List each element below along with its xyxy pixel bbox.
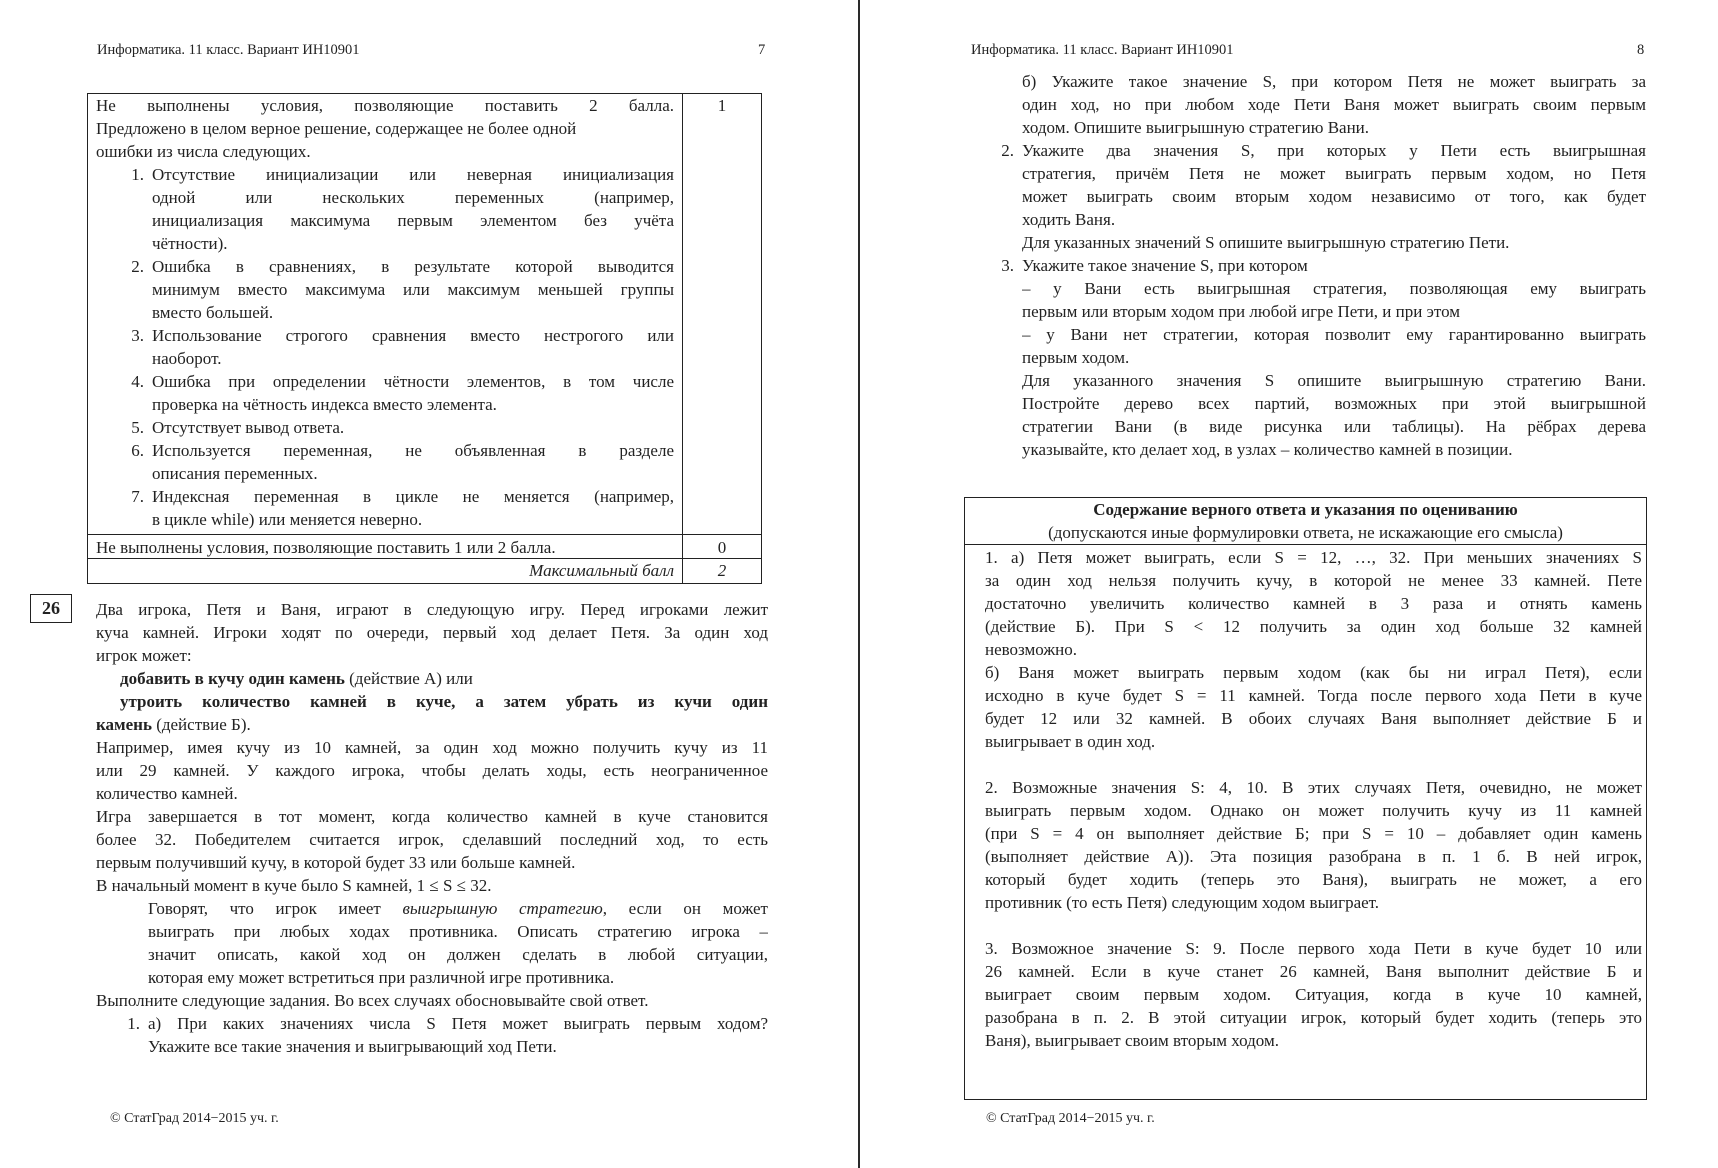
table-row-divider [88,534,761,535]
list-item: 2. Ошибка в сравнениях, в результате которой выводится минимум вместо максимума или максимум меньшей группы вместо большей. [131,257,674,322]
list-item: 3. Использование строгого сравнения вместо нестрогого или наоборот. [131,326,674,368]
table-row-1-score: 1 [717,96,727,115]
table-row-2-score: 0 [717,538,727,557]
page-header: Информатика. 11 класс. Вариант ИН10901 [97,42,360,58]
question-1b: б) Укажите такое значение S, при котором Петя не может выиграть за один ход, но при любом ходе Пети Ваня может выиграть своим первым ходом. Опишите выигрышную стратегию Вани. [1022,72,1646,137]
table-row-1-text: Не выполнены условия, позволяющие поставить 2 балла. Предложено в целом верное решение, содержащее не более одной ошибки из числа следующих. [96,96,674,161]
answer-header-divider [965,544,1646,545]
table-column-divider [682,94,683,583]
action-b-line1: утроить количество камней в куче, а затем убрать из кучи один [120,692,768,711]
page-divider [858,0,860,1168]
page-footer: © СтатГрад 2014−2015 уч. г. [110,1111,279,1126]
action-b-line2: камень (действие Б). [96,715,251,734]
list-item: 5. Отсутствует вывод ответа. [131,418,345,437]
task-number: 26 [30,594,72,623]
list-item: 4. Ошибка при определении чётности элементов, в том числе проверка на чётность индекса вместо элемента. [131,372,674,414]
max-score-label: Максимальный балл [529,561,674,580]
page-footer: © СтатГрад 2014−2015 уч. г. [986,1111,1155,1126]
page-number: 8 [1637,42,1645,58]
list-item: 6. Используется переменная, не объявленная в разделе описания переменных. [131,441,674,483]
page-right: Информатика. 11 класс. Вариант ИН10901 8 б) Укажите такое значение S, при котором Петя не может выиграть за один ход, но при любом ходе Пети Ваня может выиграть своим первым ходом. Опишите выигрышную стратегию Вани. 2. Укажите два значения S, при которых у Пети есть выигрышная стратегия, причём Петя не может выиграть первым ходом, но Петя может выиграть своим вторым ходом независимо от того, как будет ходить Ваня. Для указанных значений S опишите выигрышную стратегию Пети. 3. Укажите такое значение S, при котором – у Вани есть выигрышная стратегия, позволяющая ему выиграть первым или вторым ходом при любой игре Пети, и при этом – у Вани нет стратегии, которая позволит ему гарантированно выиграть первым ходом. Для указанного значения S опишите выигрышную стратегию Вани. Постройте дерево всех партий, возможных при этой выигрышной стратегии Вани (в виде рисунка или таблицы). На рёбрах дерева указывайте, кто делает ход, в узлах – количество камней в позиции. [971,42,1646,459]
action-a: добавить в кучу один камень (действие А) или [120,669,473,688]
question-1a: 1. а) При каких значениях числа S Петя может выиграть первым ходом? Укажите все такие значения и выигрывающий ход Пети. [127,1014,768,1056]
scoring-table [87,93,762,584]
list-item: 7. Индексная переменная в цикле не меняется (например, в цикле while) или меняется неверно. [131,487,674,529]
max-score-value: 2 [717,561,727,580]
answer-box [964,497,1647,1100]
page-number: 7 [758,42,766,58]
answer-content: 1. а) Петя может выиграть, если S = 12, …, 32. При меньших значениях S за один ход нельзя получить кучу, в которой не менее 33 камней. Пете достаточно увеличить количество камней в 3 раза и отнять камень (действие Б). При S < 12 получить за один ход больше 32 камней невозможно. б) Ваня может выиграть первым ходом (как бы ни играл Петя), если исходно в куче будет S = 11 камней. Тогда после первого хода Пети в куче будет 12 или 32 камней. В обоих случаях Ваня выполняет действие Б и выигрывает в один ход. 2. Возможные значения S: 4, 10. В этих случаях Петя, очевидно, не может выиграть первым ходом. Однако он может получить кучу из 11 камней (при S = 4 он выполняет действие Б; при S = 10 – добавляет один камень (выполняет действие А)). Эта позиция разобрана в п. 1 б. В ней игрок, который будет ходить (теперь это Ваня), выиграть не может, а его противник (то есть Петя) следующим ходом выиграет. 3. Возможное значение S: 9. После первого хода Пети в куче будет 10 или 26 камней. Если в куче станет 26 камней, Ваня выполнит действие Б и выиграет своим первым ходом. Ситуация, когда в куче 10 камней, разобрана в п. 2. В этой ситуации игрок, который будет ходить (теперь это Ваня), выигрывает своим вторым ходом. [985,548,1642,1050]
strategy-definition: Говорят, что игрок имеет выигрышную стратегию, если он может выиграть при любых ходах противника. Описать стратегию игрока – значит описать, какой ход он должен сделать в любой ситуации, которая ему может встретиться при различной игре противника. [148,899,768,987]
task-text: Два игрока, Петя и Ваня, играют в следующую игру. Перед игроками лежит куча камней. Игроки ходят по очереди, первый ход делает Петя. За один ход игрок может: добавить в кучу один камень (действие А) или утроить количество камней в куче, а затем убрать из кучи один камень (действие Б). Например, имея кучу из 10 камней, за один ход можно получить кучу из 11 или 29 камней. У каждого игрока, чтобы делать ходы, есть неограниченное количество камней. Игра завершается в тот момент, когда количество камней в куче становится более 32. Победителем считается игрок, сделавший последний ход, то есть первым получивший кучу, в которой будет 33 или больше камней. В начальный момент в куче было S камней, 1 ≤ S ≤ 32. Говорят, что игрок имеет выигрышную стратегию, если он может выиграть при любых ходах противника. Описать стратегию игрока – значит описать, какой ход он должен сделать в любой ситуации, которая ему может встретиться при различной игре противника. Выполните следующие задания. Во всех случаях обосновывайте свой ответ. 1. а) При каких значениях числа S Петя может выиграть первым ходом? Укажите все такие значения и выигрывающий ход Пети. [96,600,768,1056]
list-item: 1. Отсутствие инициализации или неверная инициализация одной или нескольких переменных (например, инициализация максимума первым элементом без учёта чётности). [131,165,674,253]
answer-header: Содержание верного ответа и указания по оцениванию (допускаются иные формулировки ответа, не искажающие его смысла) [1048,500,1563,542]
page-header: Информатика. 11 класс. Вариант ИН10901 [971,42,1234,58]
page-left [0,0,858,1168]
table-row-2-text: Не выполнены условия, позволяющие поставить 1 или 2 балла. [96,538,556,557]
